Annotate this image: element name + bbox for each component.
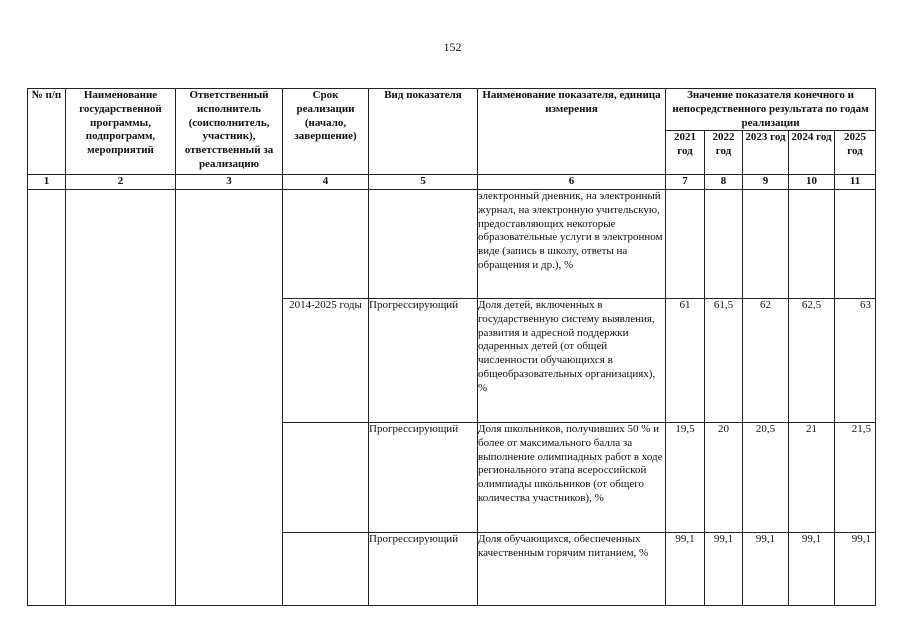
column-number: 10 [789, 175, 835, 190]
column-number: 8 [705, 175, 743, 190]
cell-value-2022 [705, 190, 743, 299]
cell-period [283, 190, 369, 299]
cell-indicator-name: электронный дневник, на электронный журнал, на электронную учительскую, предоставляющих некоторые образовательные услуги в электронном виде (запись в школу, ответы на обращения и др.), % [478, 190, 666, 299]
cell-indicator-type [369, 190, 478, 299]
cell-value-2022: 99,1 [705, 533, 743, 606]
cell-value-2023 [743, 190, 789, 299]
cell-value-2022: 20 [705, 423, 743, 533]
column-number: 9 [743, 175, 789, 190]
cell-value-2025: 21,5 [835, 423, 876, 533]
cell-value-2025 [835, 190, 876, 299]
column-number: 5 [369, 175, 478, 190]
header-number: № п/п [28, 89, 66, 175]
cell-indicator-type: Прогрессирующий [369, 533, 478, 606]
cell-executor [176, 190, 283, 606]
cell-number [28, 190, 66, 606]
header-year-2023: 2023 год [743, 131, 789, 175]
cell-value-2024: 99,1 [789, 533, 835, 606]
cell-program [66, 190, 176, 606]
cell-value-2023: 99,1 [743, 533, 789, 606]
column-number: 4 [283, 175, 369, 190]
cell-value-2021: 99,1 [666, 533, 705, 606]
indicators-table [27, 88, 876, 606]
table-row [28, 190, 876, 299]
header-year-2022: 2022 год [705, 131, 743, 175]
header-executor: Ответственный исполнитель (соисполнитель, участник), ответственный за реализацию [176, 89, 283, 175]
column-number: 6 [478, 175, 666, 190]
header-period: Срок реализации (начало, завершение) [283, 89, 369, 175]
page-number: 152 [443, 40, 462, 54]
cell-value-2022: 61,5 [705, 299, 743, 423]
cell-period [283, 533, 369, 606]
header-indicator-type: Вид показателя [369, 89, 478, 175]
header-year-2024: 2024 год [789, 131, 835, 175]
column-number: 7 [666, 175, 705, 190]
cell-value-2023: 62 [743, 299, 789, 423]
cell-indicator-type: Прогрессирующий [369, 423, 478, 533]
column-number: 2 [66, 175, 176, 190]
cell-value-2024: 62,5 [789, 299, 835, 423]
cell-indicator-name: Доля обучающихся, обеспеченных качественным горячим питанием, % [478, 533, 666, 606]
header-year-2025: 2025 год [835, 131, 876, 175]
cell-value-2024: 21 [789, 423, 835, 533]
header-program: Наименование государственной программы, подпрограмм, мероприятий [66, 89, 176, 175]
header-year-2021: 2021 год [666, 131, 705, 175]
cell-indicator-name: Доля детей, включенных в государственную систему выявления, развития и адресной поддержки одаренных детей (от общей численности обучающихся в общеобразовательных организациях), % [478, 299, 666, 423]
cell-value-2021: 19,5 [666, 423, 705, 533]
cell-value-2025: 99,1 [835, 533, 876, 606]
cell-value-2024 [789, 190, 835, 299]
header-values: Значение показателя конечного и непосредственного результата по годам реализации [666, 89, 876, 131]
cell-period: 2014-2025 годы [283, 299, 369, 423]
header-indicator-name: Наименование показателя, единица измерения [478, 89, 666, 175]
cell-value-2021: 61 [666, 299, 705, 423]
cell-value-2023: 20,5 [743, 423, 789, 533]
column-number: 3 [176, 175, 283, 190]
column-number: 11 [835, 175, 876, 190]
column-number: 1 [28, 175, 66, 190]
cell-period [283, 423, 369, 533]
cell-indicator-name: Доля школьников, получивших 50 % и более от максимального балла за выполнение олимпиадных работ в ходе регионального этапа всероссийской олимпиады школьников (от общего количества участников), % [478, 423, 666, 533]
cell-value-2025: 63 [835, 299, 876, 423]
cell-value-2021 [666, 190, 705, 299]
cell-indicator-type: Прогрессирующий [369, 299, 478, 423]
